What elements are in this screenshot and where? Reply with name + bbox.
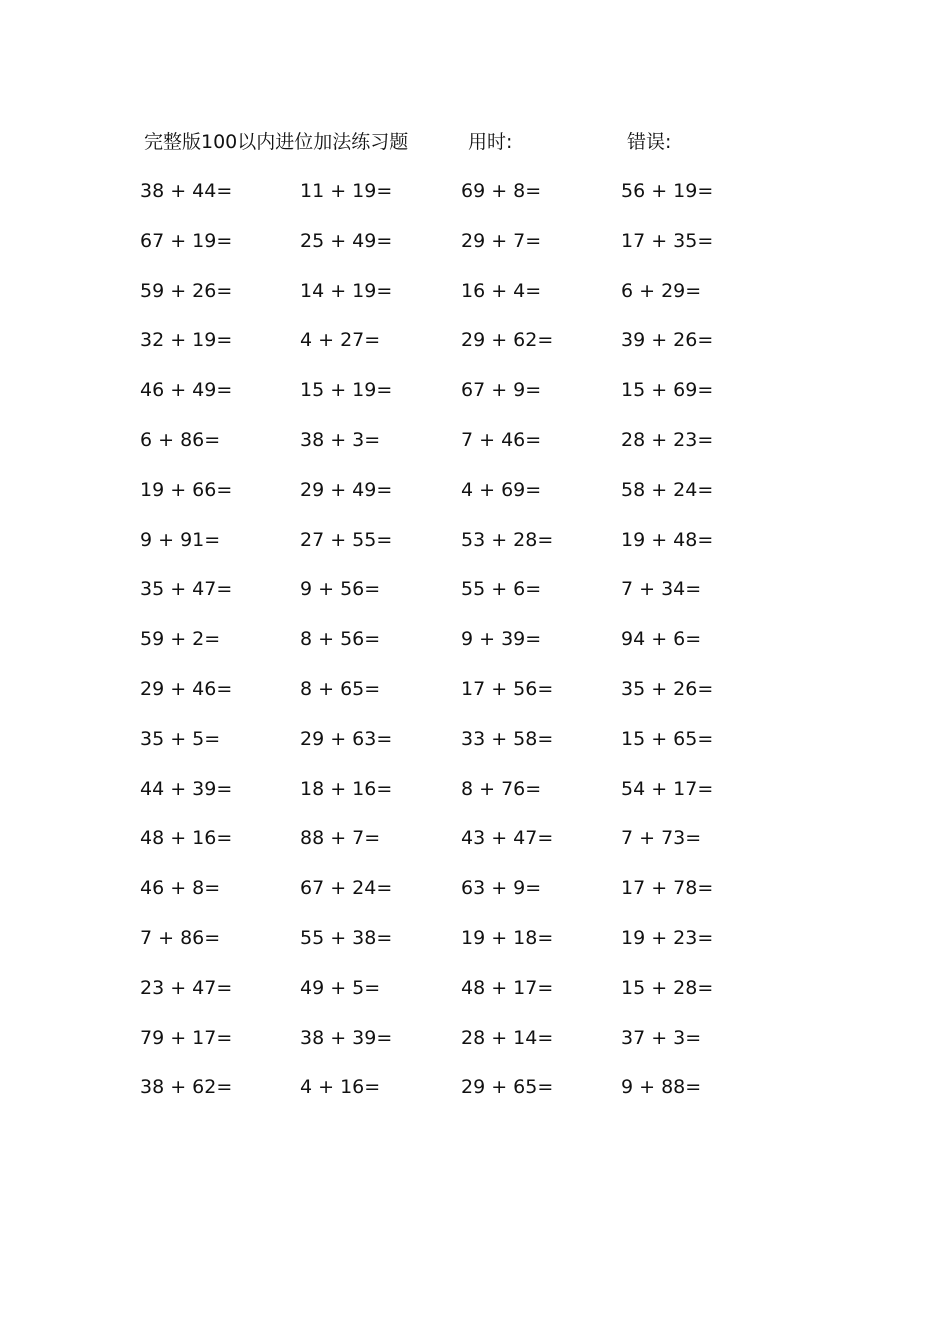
- addition-problem: 4 + 27=: [300, 329, 381, 352]
- addition-problem: 17 + 78=: [621, 877, 714, 900]
- addition-problem: 35 + 5=: [140, 727, 221, 750]
- problem-row: [0, 373, 950, 423]
- addition-problem: 8 + 56=: [300, 628, 381, 651]
- problem-grid: [0, 174, 950, 1120]
- addition-problem: 38 + 44=: [140, 180, 233, 202]
- addition-problem: 43 + 47=: [461, 827, 554, 850]
- addition-problem: 17 + 35=: [621, 229, 714, 252]
- addition-problem: 32 + 19=: [140, 329, 233, 352]
- addition-problem: 15 + 28=: [621, 976, 714, 999]
- addition-problem: 8 + 65=: [300, 677, 381, 700]
- addition-problem: 67 + 9=: [461, 379, 542, 402]
- addition-problem: 29 + 7=: [461, 229, 542, 252]
- addition-problem: 33 + 58=: [461, 727, 554, 750]
- addition-problem: 38 + 62=: [140, 1076, 233, 1099]
- addition-problem: 48 + 17=: [461, 976, 554, 999]
- worksheet-header: [0, 127, 950, 157]
- addition-problem: 59 + 2=: [140, 628, 221, 651]
- addition-problem: 46 + 49=: [140, 379, 233, 402]
- addition-problem: 59 + 26=: [140, 279, 233, 302]
- addition-problem: 19 + 18=: [461, 926, 554, 949]
- addition-problem: 58 + 24=: [621, 478, 714, 501]
- problem-row: [0, 622, 950, 672]
- addition-problem: 39 + 26=: [621, 329, 714, 352]
- addition-problem: 35 + 47=: [140, 578, 233, 601]
- addition-problem: 56 + 19=: [621, 180, 714, 202]
- addition-problem: 7 + 73=: [621, 827, 702, 850]
- addition-problem: 16 + 4=: [461, 279, 542, 302]
- addition-problem: 46 + 8=: [140, 877, 221, 900]
- addition-problem: 55 + 6=: [461, 578, 542, 601]
- addition-problem: 88 + 7=: [300, 827, 381, 850]
- addition-problem: 19 + 48=: [621, 528, 714, 551]
- addition-problem: 27 + 55=: [300, 528, 393, 551]
- addition-problem: 49 + 5=: [300, 976, 381, 999]
- problem-row: [0, 224, 950, 274]
- addition-problem: 67 + 24=: [300, 877, 393, 900]
- addition-problem: 63 + 9=: [461, 877, 542, 900]
- problem-row: [0, 672, 950, 722]
- addition-problem: 55 + 38=: [300, 926, 393, 949]
- addition-problem: 35 + 26=: [621, 677, 714, 700]
- problem-row: [0, 1021, 950, 1071]
- addition-problem: 4 + 69=: [461, 478, 542, 501]
- problem-row: [0, 921, 950, 971]
- addition-problem: 6 + 86=: [140, 428, 221, 451]
- problem-row: [0, 572, 950, 622]
- addition-problem: 6 + 29=: [621, 279, 702, 302]
- problem-row: [0, 423, 950, 473]
- addition-problem: 53 + 28=: [461, 528, 554, 551]
- addition-problem: 15 + 69=: [621, 379, 714, 402]
- addition-problem: 38 + 39=: [300, 1026, 393, 1049]
- problem-row: [0, 174, 950, 224]
- problem-row: [0, 871, 950, 921]
- problem-row: [0, 1070, 950, 1120]
- problem-row: [0, 473, 950, 523]
- addition-problem: 9 + 56=: [300, 578, 381, 601]
- addition-problem: 29 + 46=: [140, 677, 233, 700]
- addition-problem: 29 + 65=: [461, 1076, 554, 1099]
- addition-problem: 69 + 8=: [461, 180, 542, 202]
- addition-problem: 19 + 66=: [140, 478, 233, 501]
- addition-problem: 19 + 23=: [621, 926, 714, 949]
- addition-problem: 29 + 49=: [300, 478, 393, 501]
- addition-problem: 15 + 19=: [300, 379, 393, 402]
- addition-problem: 79 + 17=: [140, 1026, 233, 1049]
- addition-problem: 7 + 46=: [461, 428, 542, 451]
- addition-problem: 28 + 14=: [461, 1026, 554, 1049]
- addition-problem: 9 + 39=: [461, 628, 542, 651]
- addition-problem: 29 + 62=: [461, 329, 554, 352]
- addition-problem: 7 + 34=: [621, 578, 702, 601]
- worksheet-title: 完整版100以内进位加法练习题: [144, 131, 409, 153]
- problem-row: [0, 274, 950, 324]
- error-label: 错误:: [627, 131, 672, 153]
- addition-problem: 37 + 3=: [621, 1026, 702, 1049]
- addition-problem: 38 + 3=: [300, 428, 381, 451]
- problem-row: [0, 722, 950, 772]
- addition-problem: 29 + 63=: [300, 727, 393, 750]
- problem-row: [0, 523, 950, 573]
- problem-row: [0, 772, 950, 822]
- addition-problem: 25 + 49=: [300, 229, 393, 252]
- addition-problem: 18 + 16=: [300, 777, 393, 800]
- addition-problem: 7 + 86=: [140, 926, 221, 949]
- addition-problem: 8 + 76=: [461, 777, 542, 800]
- addition-problem: 23 + 47=: [140, 976, 233, 999]
- addition-problem: 4 + 16=: [300, 1076, 381, 1099]
- problem-row: [0, 323, 950, 373]
- addition-problem: 28 + 23=: [621, 428, 714, 451]
- addition-problem: 11 + 19=: [300, 180, 393, 202]
- addition-problem: 14 + 19=: [300, 279, 393, 302]
- time-label: 用时:: [468, 131, 513, 153]
- addition-problem: 94 + 6=: [621, 628, 702, 651]
- addition-problem: 17 + 56=: [461, 677, 554, 700]
- addition-problem: 44 + 39=: [140, 777, 233, 800]
- addition-problem: 54 + 17=: [621, 777, 714, 800]
- addition-problem: 15 + 65=: [621, 727, 714, 750]
- problem-row: [0, 971, 950, 1021]
- problem-row: [0, 821, 950, 871]
- addition-problem: 9 + 91=: [140, 528, 221, 551]
- addition-problem: 67 + 19=: [140, 229, 233, 252]
- addition-problem: 48 + 16=: [140, 827, 233, 850]
- addition-problem: 9 + 88=: [621, 1076, 702, 1099]
